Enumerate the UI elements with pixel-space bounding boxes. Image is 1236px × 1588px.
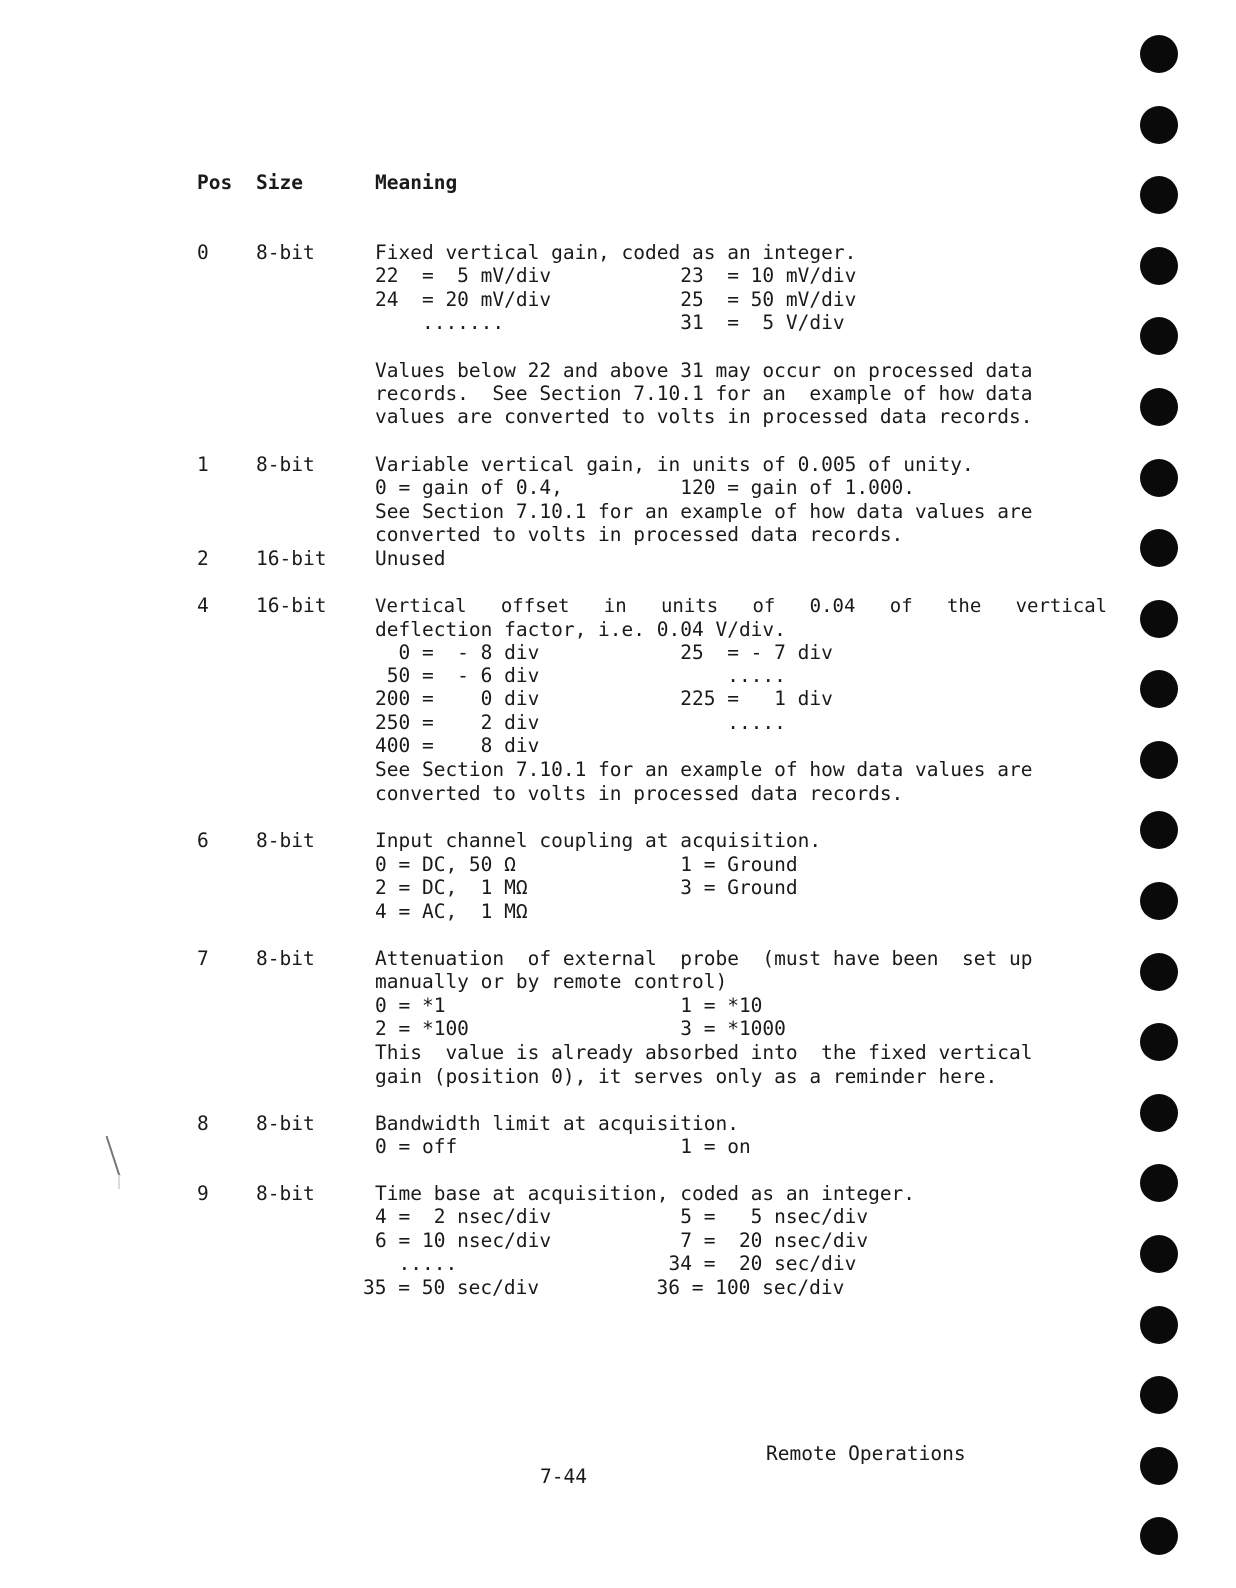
scan-artifact xyxy=(118,1175,120,1189)
meaning-line: Attenuation of external probe (must have been set up xyxy=(375,947,1033,970)
meaning-line: See Section 7.10.1 for an example of how data values are xyxy=(375,758,1033,781)
pos-cell: 4 xyxy=(197,594,209,617)
binder-hole xyxy=(1140,670,1178,708)
meaning-line: Fixed vertical gain, coded as an integer. xyxy=(375,241,857,264)
binder-hole xyxy=(1140,1376,1178,1414)
binder-hole xyxy=(1140,106,1178,144)
pos-cell: 9 xyxy=(197,1182,209,1205)
size-cell: 16-bit xyxy=(256,547,327,570)
meaning-line: 22 = 5 mV/div 23 = 10 mV/div xyxy=(375,264,857,287)
meaning-line: 24 = 20 mV/div 25 = 50 mV/div xyxy=(375,288,857,311)
header-size: Size xyxy=(256,171,303,194)
meaning-line: 0 = *1 1 = *10 xyxy=(375,994,763,1017)
size-cell: 8-bit xyxy=(256,1112,315,1135)
binder-hole xyxy=(1140,317,1178,355)
binder-hole xyxy=(1140,600,1178,638)
binder-hole xyxy=(1140,882,1178,920)
meaning-line: Unused xyxy=(375,547,446,570)
binder-hole xyxy=(1140,388,1178,426)
meaning-line: ....... 31 = 5 V/div xyxy=(375,311,845,334)
meaning-line: 0 = - 8 div 25 = - 7 div xyxy=(375,641,833,664)
size-cell: 8-bit xyxy=(256,1182,315,1205)
binder-hole xyxy=(1140,1517,1178,1555)
size-cell: 8-bit xyxy=(256,241,315,264)
size-cell: 8-bit xyxy=(256,453,315,476)
binder-hole xyxy=(1140,953,1178,991)
meaning-line: 50 = - 6 div ..... xyxy=(375,664,786,687)
meaning-line: ..... 34 = 20 sec/div xyxy=(375,1252,857,1275)
meaning-line: 4 = 2 nsec/div 5 = 5 nsec/div xyxy=(375,1205,869,1228)
header-pos: Pos xyxy=(197,171,233,194)
binder-hole xyxy=(1140,1447,1178,1485)
meaning-line: manually or by remote control) xyxy=(375,970,728,993)
pencil-mark xyxy=(106,1136,121,1177)
page-number: 7-44 xyxy=(540,1465,587,1488)
meaning-line: 2 = *100 3 = *1000 xyxy=(375,1017,786,1040)
binder-hole xyxy=(1140,1306,1178,1344)
meaning-line: values are converted to volts in processed data records. xyxy=(375,405,1033,428)
meaning-line: 4 = AC, 1 MΩ xyxy=(375,900,528,923)
pos-cell: 6 xyxy=(197,829,209,852)
size-cell: 8-bit xyxy=(256,829,315,852)
meaning-line: 200 = 0 div 225 = 1 div xyxy=(375,687,833,710)
binder-hole xyxy=(1140,1094,1178,1132)
meaning-line: Input channel coupling at acquisition. xyxy=(375,829,822,852)
binder-hole xyxy=(1140,459,1178,497)
meaning-line: Vertical offset in units of 0.04 of the vertical xyxy=(375,595,1108,617)
binder-hole xyxy=(1140,1235,1178,1273)
binder-hole xyxy=(1140,176,1178,214)
pos-cell: 7 xyxy=(197,947,209,970)
meaning-line: 6 = 10 nsec/div 7 = 20 nsec/div xyxy=(375,1229,869,1252)
binder-hole xyxy=(1140,529,1178,567)
binder-hole xyxy=(1140,741,1178,779)
meaning-line: gain (position 0), it serves only as a reminder here. xyxy=(375,1065,998,1088)
meaning-line: Values below 22 and above 31 may occur on processed data xyxy=(375,359,1033,382)
meaning-line: 0 = DC, 50 Ω 1 = Ground xyxy=(375,853,798,876)
meaning-line: 2 = DC, 1 MΩ 3 = Ground xyxy=(375,876,798,899)
footer-section-title: Remote Operations xyxy=(766,1442,966,1465)
pos-cell: 0 xyxy=(197,241,209,264)
binder-hole xyxy=(1140,247,1178,285)
meaning-line: 250 = 2 div ..... xyxy=(375,711,786,734)
meaning-line: This value is already absorbed into the fixed vertical xyxy=(375,1041,1033,1064)
size-cell: 8-bit xyxy=(256,947,315,970)
meaning-line: 0 = off 1 = on xyxy=(375,1135,751,1158)
meaning-line: records. See Section 7.10.1 for an example of how data xyxy=(375,382,1033,405)
meaning-line: converted to volts in processed data records. xyxy=(375,782,904,805)
pos-cell: 8 xyxy=(197,1112,209,1135)
meaning-line: Bandwidth limit at acquisition. xyxy=(375,1112,739,1135)
meaning-line: 0 = gain of 0.4, 120 = gain of 1.000. xyxy=(375,476,916,499)
binder-hole xyxy=(1140,1023,1178,1061)
meaning-line: See Section 7.10.1 for an example of how data values are xyxy=(375,500,1033,523)
binder-hole xyxy=(1140,811,1178,849)
pos-cell: 1 xyxy=(197,453,209,476)
binder-hole xyxy=(1140,35,1178,73)
meaning-line: 400 = 8 div xyxy=(375,734,540,757)
meaning-line: deflection factor, i.e. 0.04 V/div. xyxy=(375,618,786,641)
size-cell: 16-bit xyxy=(256,594,327,617)
meaning-line: converted to volts in processed data records. xyxy=(375,523,904,546)
meaning-line: Time base at acquisition, coded as an integer. xyxy=(375,1182,916,1205)
meaning-line: 35 = 50 sec/div 36 = 100 sec/div xyxy=(363,1276,845,1299)
meaning-line: Variable vertical gain, in units of 0.005 of unity. xyxy=(375,453,974,476)
header-meaning: Meaning xyxy=(375,171,458,194)
binder-hole xyxy=(1140,1164,1178,1202)
pos-cell: 2 xyxy=(197,547,209,570)
binder-holes xyxy=(1140,0,1180,1588)
